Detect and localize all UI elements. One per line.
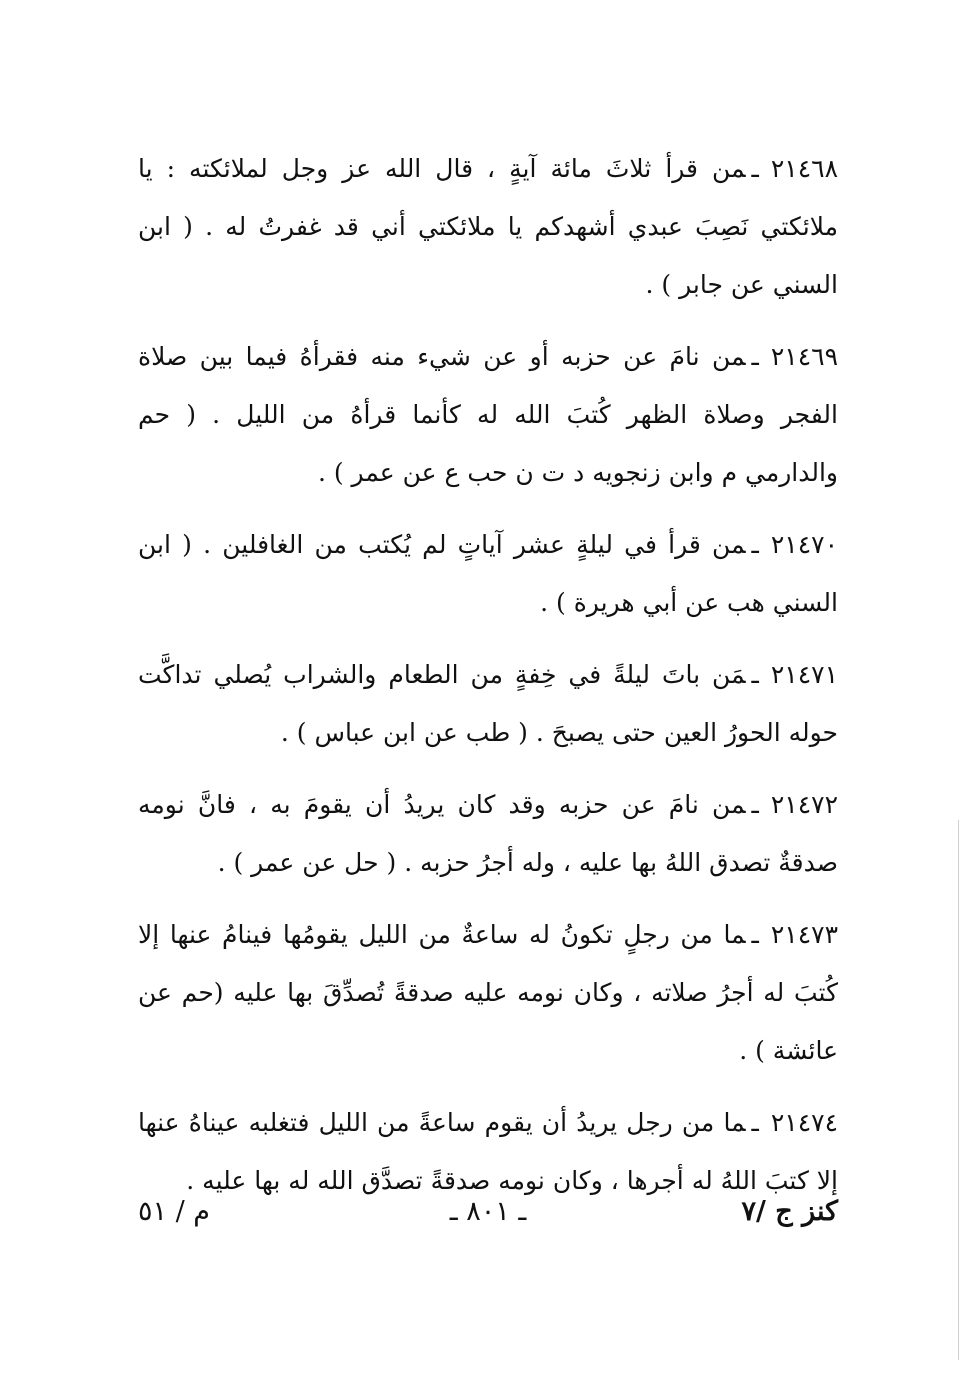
hadith-entry [138, 1094, 838, 1210]
entry-number: ٢١٤٦٩ [770, 342, 838, 371]
entry-text: ما من رجل يريدُ أن يقوم ساعةً من الليل فتغلبه عيناهُ عنها إلا كتبَ اللهُ له أجرها ، وكان نومه صدقةً تصدَّق الله له بها عليه . [138, 1108, 838, 1195]
entry-number: ٢١٤٦٨ [770, 154, 838, 183]
entry-text: مَن باتَ ليلةً في خِفةٍ من الطعام والشراب يُصلي تداكَّت حوله الحورُ العين حتى يصبحَ . ( طب عن ابن عباس ) . [138, 660, 838, 747]
hadith-entry [138, 328, 838, 502]
entry-number: ٢١٤٧١ [770, 660, 838, 689]
entry-number: ٢١٤٧٢ [770, 790, 838, 819]
entry-dash: ـ [751, 342, 759, 371]
hadith-text-block [138, 140, 838, 1224]
entry-number: ٢١٤٧٠ [770, 530, 838, 559]
hadith-entry [138, 776, 838, 892]
entry-text: من نامَ عن حزبه أو عن شيء منه فقرأهُ فيما بين صلاة الفجر وصلاة الظهر كُتبَ الله له كأنما قرأهُ من الليل . ( حم والدارمي م وابن زنجويه د ت ن حب ع عن عمر ) . [138, 342, 838, 487]
hadith-entry [138, 906, 838, 1080]
entry-text: من قرأ ثلاثَ مائة آيةٍ ، قال الله عز وجل لملائكته : يا ملائكتي نَصِبَ عبدي أشهدكم يا ملائكتي أني قد غفرتُ له . ( ابن السني عن جابر ) . [138, 154, 838, 299]
entry-dash: ـ [751, 660, 759, 689]
hadith-entry [138, 140, 838, 314]
entry-dash: ـ [751, 1108, 759, 1137]
entry-number: ٢١٤٧٣ [770, 920, 838, 949]
entry-text: ما من رجلٍ تكونُ له ساعةٌ من الليل يقومُها فينامُ عنها إلا كُتبَ له أجرُ صلاته ، وكان نومه عليه صدقةً تُصدِّقَ بها عليه (حم عن عائشة ) . [138, 920, 838, 1065]
entry-number: ٢١٤٧٤ [770, 1108, 838, 1137]
hadith-entry [138, 646, 838, 762]
entry-text: من نامَ عن حزبه وقد كان يريدُ أن يقومَ به ، فانَّ نومه صدقةٌ تصدق اللهُ بها عليه ، وله أجرُ حزبه . ( حل عن عمر ) . [138, 790, 838, 877]
entry-text: من قرأ في ليلةٍ عشر آياتٍ لم يُكتب من الغافلين . ( ابن السني هب عن أبي هريرة ) . [138, 530, 838, 617]
hadith-entry [138, 516, 838, 632]
entry-dash: ـ [751, 154, 759, 183]
entry-dash: ـ [751, 920, 759, 949]
sheet-reference: م / ٥١ [138, 1196, 210, 1227]
entry-dash: ـ [751, 790, 759, 819]
page-footer [138, 1196, 838, 1246]
entry-dash: ـ [751, 530, 759, 559]
scan-edge-divider [958, 820, 959, 1360]
page-number: ـ ٨٠١ ـ [449, 1196, 527, 1227]
volume-reference: كنز ج /٧ [741, 1196, 838, 1227]
